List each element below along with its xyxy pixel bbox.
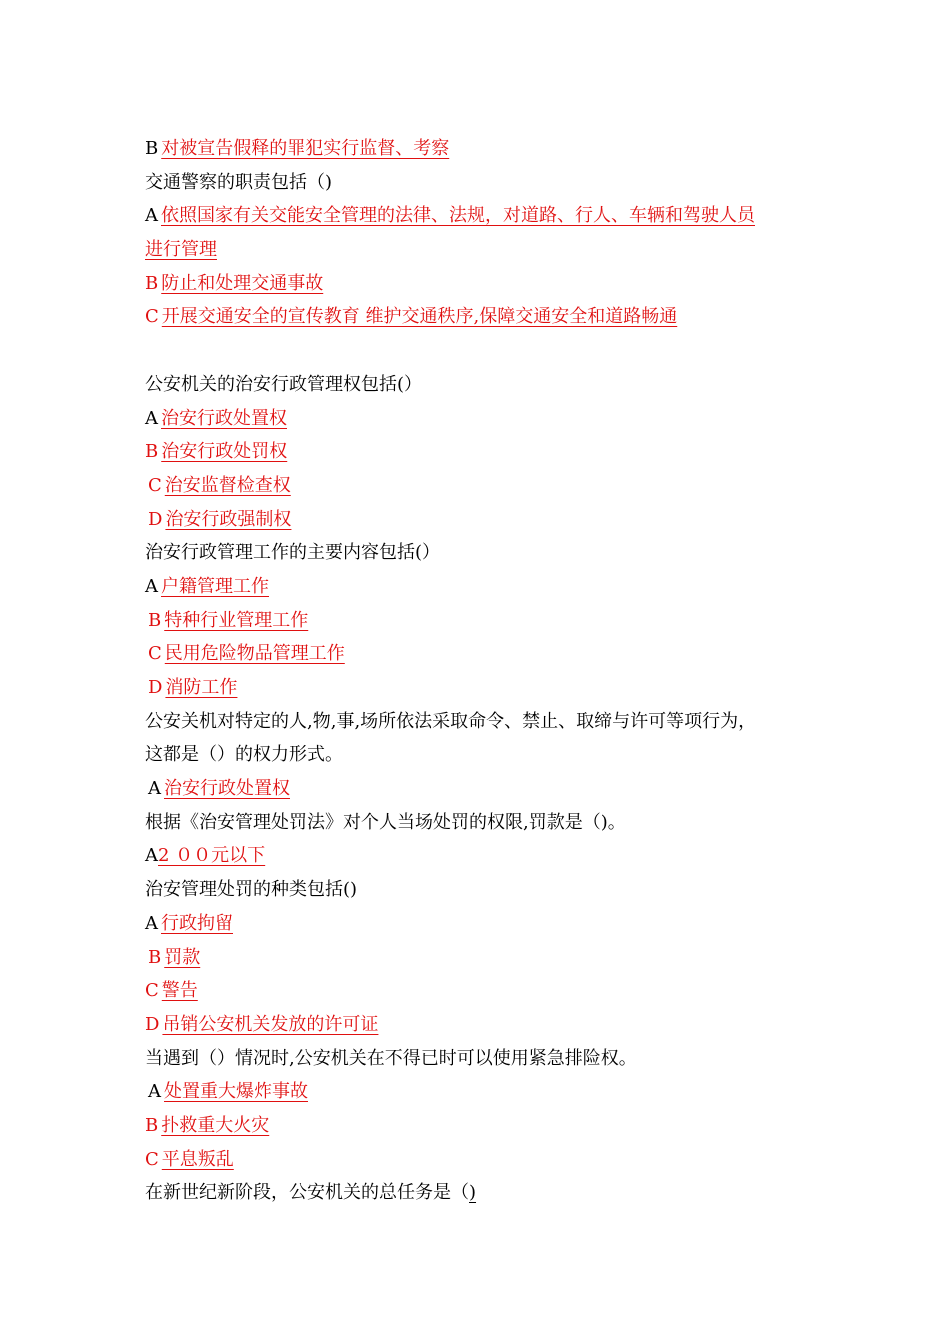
option-letter: D: [148, 508, 163, 530]
question-line: [145, 368, 825, 402]
answer-label: 治安监督检查权: [164, 474, 291, 496]
answer-label: 依照国家有关交能安全管理的法律、法规，对道路、行人、车辆和驾驶人员: [161, 205, 755, 227]
question-line: [145, 738, 825, 772]
question-line: [145, 1176, 825, 1210]
answer-label: 治安行政处置权: [161, 407, 287, 429]
answer-line: [145, 435, 825, 469]
question-line: [145, 806, 825, 840]
option-letter: D: [145, 1013, 160, 1035]
question-text: 交通警察的职责包括（): [145, 171, 333, 193]
answer-label: 户籍管理工作: [161, 575, 269, 597]
option-letter: C: [145, 1148, 159, 1170]
answer-text: [145, 239, 247, 260]
answer-line: [145, 839, 825, 873]
answer-text: [164, 947, 216, 968]
option-letter: A: [145, 845, 158, 867]
answer-line: [145, 604, 825, 638]
answer-line: [145, 974, 825, 1008]
answer-line: [145, 300, 825, 334]
option-letter: D: [148, 677, 163, 698]
answer-label: 治安行政处罚权: [161, 441, 288, 463]
option-letter: B: [145, 1114, 159, 1136]
answer-label: 特种行业管理工作: [164, 609, 309, 631]
answer-line: [145, 1109, 825, 1143]
answer-text: [161, 408, 307, 429]
answer-text: [161, 1115, 305, 1136]
question-line: [145, 705, 825, 739]
option-letter: B: [145, 272, 159, 294]
answer-text: [162, 1014, 378, 1035]
answer-line: [145, 199, 825, 233]
answer-text: [161, 576, 289, 597]
document-page: [145, 132, 825, 1210]
answer-text: [165, 677, 237, 698]
answer-text: [161, 138, 449, 159]
answer-line: [145, 637, 825, 671]
option-letter: B: [148, 946, 162, 968]
answer-label: 进行管理: [145, 239, 217, 261]
answer-label: 行政拘留: [161, 912, 233, 934]
answer-text: [164, 778, 290, 799]
question-line: [145, 536, 825, 570]
option-letter: C: [148, 474, 162, 496]
answer-label: 防止和处理交通事故: [161, 272, 324, 294]
answer-line: [145, 233, 825, 267]
answer-line: [145, 402, 825, 436]
answer-label: 治安行政强制权: [165, 508, 292, 530]
answer-text: [165, 475, 297, 496]
answer-label: 消防工作: [165, 677, 238, 698]
answer-text: [162, 1149, 234, 1170]
answer-label: 民用危险物品管理工作: [164, 643, 345, 665]
option-letter: C: [145, 980, 159, 1002]
answer-label: 2 ００元以下: [158, 845, 266, 867]
answer-line: [145, 1075, 825, 1109]
answer-text: [165, 509, 291, 530]
answer-line: [145, 503, 825, 537]
option-letter: C: [148, 643, 162, 665]
question-text: 在新世纪新阶段，公安机关的总任务是（: [145, 1182, 469, 1204]
answer-text: [165, 643, 371, 664]
answer-line: [145, 1008, 825, 1042]
answer-text: [164, 610, 328, 631]
answer-line: [145, 570, 825, 604]
answer-line: [145, 772, 825, 806]
answer-text: [162, 980, 214, 1001]
question-line: [145, 166, 825, 200]
answer-label: 开展交通安全的宣传教育 维护交通秩序,保障交通安全和道路畅通: [161, 306, 678, 328]
answer-text: [164, 1081, 328, 1102]
option-letter: C: [145, 306, 159, 328]
question-text: 治安行政管理工作的主要内容包括(）: [145, 542, 441, 564]
answer-line: [145, 132, 825, 166]
question-text: 公安机关的治安行政管理权包括(）: [145, 373, 423, 395]
question-text: 根据《治安管理处罚法》对个人当场处罚的权限,罚款是（)。: [145, 811, 626, 833]
answer-label: 治安行政处置权: [164, 778, 290, 800]
answer-line: [145, 469, 825, 503]
answer-label: 吊销公安机关发放的许可证: [162, 1013, 379, 1035]
option-letter: A: [145, 912, 158, 934]
question-line: [145, 873, 825, 907]
question-text: 当遇到（）情况时,公安机关在不得已时可以使用紧急排险权。: [145, 1047, 637, 1069]
answer-label: 处置重大爆炸事故: [164, 1081, 308, 1103]
answer-text: [161, 913, 263, 934]
answer-label: 罚款: [164, 946, 201, 968]
option-letter: B: [148, 609, 162, 631]
blank-line: [145, 334, 825, 368]
answer-text: [161, 205, 755, 226]
question-blank: ): [469, 1182, 477, 1204]
question-text: 治安管理处罚的种类包括(): [145, 879, 358, 901]
option-letter: B: [145, 441, 159, 463]
answer-line: [145, 671, 825, 705]
option-letter: A: [145, 205, 158, 227]
question-text: 公安关机对特定的人,物,事,场所依法采取命令、禁止、取缔与许可等项行为，: [145, 710, 757, 732]
question-line: [145, 1042, 825, 1076]
answer-line: [145, 1143, 825, 1177]
option-letter: A: [145, 575, 158, 597]
answer-text: [158, 845, 265, 866]
answer-label: 对被宣告假释的罪犯实行监督、考察: [161, 138, 450, 159]
answer-text: [161, 273, 343, 294]
option-letter: A: [148, 778, 161, 800]
answer-text: [162, 306, 677, 327]
answer-text: [161, 441, 307, 462]
answer-line: [145, 941, 825, 975]
answer-label: 扑救重大火灾: [161, 1114, 270, 1136]
option-letter: A: [145, 407, 158, 429]
question-text: 这都是（）的权力形式。: [145, 744, 343, 766]
option-letter: A: [148, 1081, 161, 1103]
answer-label: 警告: [161, 980, 198, 1002]
answer-line: [145, 907, 825, 941]
answer-line: [145, 267, 825, 301]
option-letter: B: [145, 138, 159, 159]
answer-label: 平息叛乱: [161, 1148, 234, 1170]
